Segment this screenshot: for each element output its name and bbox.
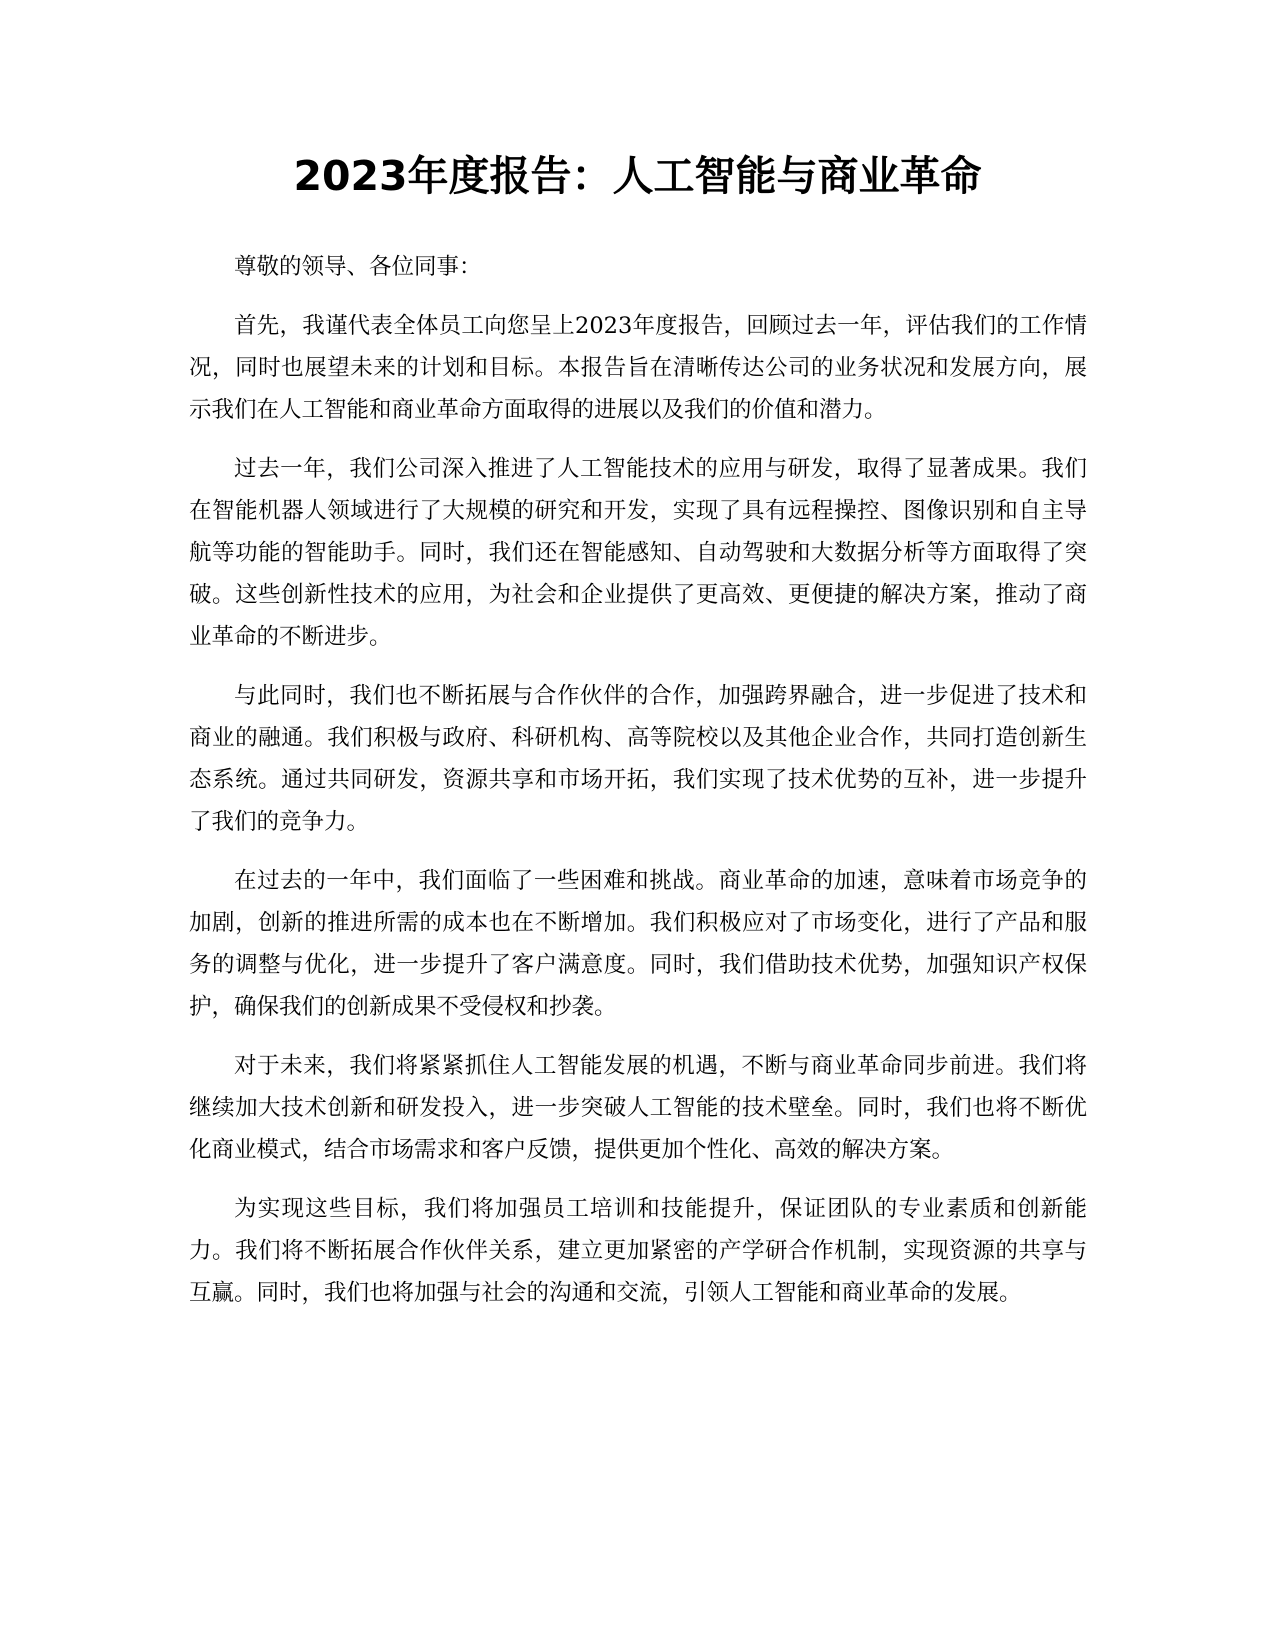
salutation: 尊敬的领导、各位同事：	[234, 254, 482, 280]
document-title: 2023年度报告：人工智能与商业革命	[293, 152, 982, 200]
paragraph-future: 对于未来，我们将紧紧抓住人工智能发展的机遇，不断与商业革命同步前进。我们将继续加大技术创新和研发投入，进一步突破人工智能的技术壁垒。同时，我们也将不断优化商业模式，结合市场需求和客户反馈，提供更加个性化、高效的解决方案。	[189, 1053, 1087, 1163]
document-body	[189, 246, 1087, 1331]
paragraph-achievements: 过去一年，我们公司深入推进了人工智能技术的应用与研发，取得了显著成果。我们在智能机器人领域进行了大规模的研究和开发，实现了具有远程操控、图像识别和自主导航等功能的智能助手。同时，我们还在智能感知、自动驾驶和大数据分析等方面取得了突破。这些创新性技术的应用，为社会和企业提供了更高效、更便捷的解决方案，推动了商业革命的不断进步。	[189, 456, 1087, 650]
paragraph-challenges: 在过去的一年中，我们面临了一些困难和挑战。商业革命的加速，意味着市场竞争的加剧，创新的推进所需的成本也在不断增加。我们积极应对了市场变化，进行了产品和服务的调整与优化，进一步提升了客户满意度。同时，我们借助技术优势，加强知识产权保护，确保我们的创新成果不受侵权和抄袭。	[189, 868, 1087, 1020]
paragraph-intro: 首先，我谨代表全体员工向您呈上2023年度报告，回顾过去一年，评估我们的工作情况，同时也展望未来的计划和目标。本报告旨在清晰传达公司的业务状况和发展方向，展示我们在人工智能和商业革命方面取得的进展以及我们的价值和潜力。	[189, 313, 1087, 423]
paragraph-goals: 为实现这些目标，我们将加强员工培训和技能提升，保证团队的专业素质和创新能力。我们将不断拓展合作伙伴关系，建立更加紧密的产学研合作机制，实现资源的共享与互赢。同时，我们也将加强与社会的沟通和交流，引领人工智能和商业革命的发展。	[189, 1196, 1087, 1306]
paragraph-partnerships: 与此同时，我们也不断拓展与合作伙伴的合作，加强跨界融合，进一步促进了技术和商业的融通。我们积极与政府、科研机构、高等院校以及其他企业合作，共同打造创新生态系统。通过共同研发，资源共享和市场开拓，我们实现了技术优势的互补，进一步提升了我们的竞争力。	[189, 683, 1087, 835]
